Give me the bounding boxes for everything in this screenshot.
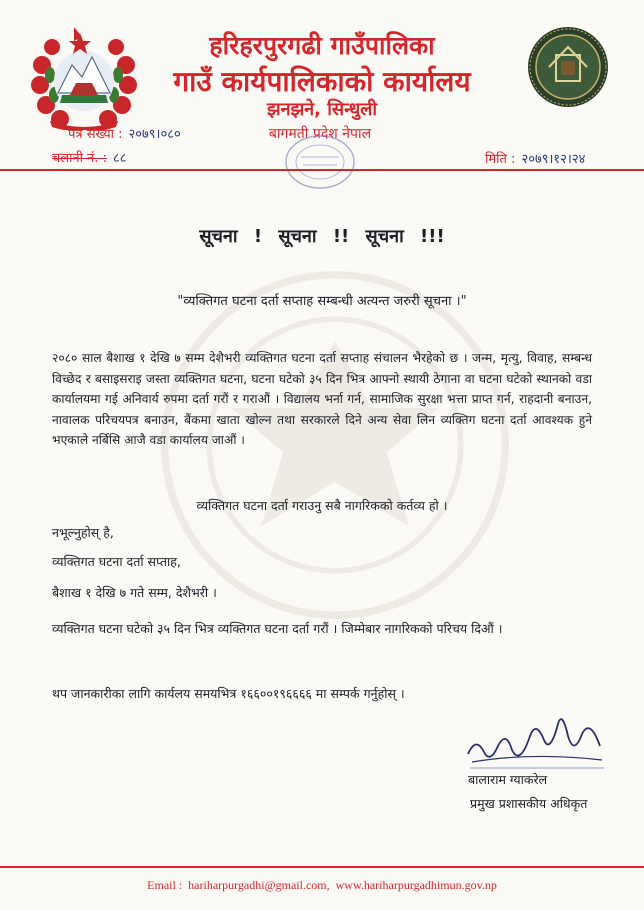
letter-date-value: २०७९।१२।२४ (521, 152, 586, 167)
notice-paragraph: २०८० साल बैशाख १ देखि ७ सम्म देशैभरी व्यक्तिगत घटना दर्ता सप्ताह संचालन भैरहेको छ । जन्म, मृत्यु, विवाह, सम्बन्ध विच्छेद र बसाइसराइ जस्ता व्यक्तिगत घटना, घटना घटेको ३५ दिन भित्र आफ्नो स्थायी ठेगाना वा घटना घटेको स्थानको वडा कार्यालयमा गई अनिवार्य रुपमा दर्ता गरौं र गराऔं । विद्यालय भर्ना गर्न, सामाजिक सुरक्षा भत्ता प्राप्त गर्न, राहदानी बनाउन, नावालक परिचयपत्र बनाउन, बैंकमा खाता खोल्न तथा सरकारले दिने अन्य सेवा लिन व्यक्तिग घटना दर्ता आवश्यक हुने भएकाले नर्बिसि आजै वडा कार्यालय जाऔं । (52, 351, 592, 447)
notice-body (52, 348, 592, 451)
email-address: hariharpurgadhi@gmail.com, (188, 878, 330, 892)
reminder-line-2: व्यक्तिगत घटना दर्ता सप्ताह, (52, 554, 181, 569)
municipality-name: हरिहरपुरगढी गाउँपालिका (209, 31, 435, 60)
reminder-line-4: व्यक्तिगत घटना घटेको ३५ दिन भित्र व्यक्तिगत घटना दर्ता गरौं । जिम्मेबार नागरिकको परिचय दिऔं । (52, 621, 503, 636)
header-divider (0, 169, 644, 171)
letter-number-value: २०७९।०८० (128, 127, 181, 142)
dispatch-number-value: ८८ (113, 151, 127, 166)
letter-date (485, 149, 585, 167)
civic-duty-line: व्यक्तिगत घटना दर्ता गराउनु सबै नागरिकको कर्तव्य हो । (196, 498, 448, 513)
footer-divider (0, 866, 644, 868)
office-stamp-icon (283, 133, 357, 191)
website-url: www.hariharpurgadhimun.gov.np (335, 878, 497, 892)
signatory-name: बालाराम ग्याकरेल (468, 772, 548, 787)
province-name: बागमती प्रदेश नेपाल (268, 126, 372, 142)
footer-contact (0, 878, 644, 893)
email-label: Email : (147, 878, 183, 892)
letter-number-label: पत्र संख्या : (68, 127, 123, 142)
office-location: झनझने, सिन्धुली (266, 99, 378, 120)
letter-number (68, 124, 181, 142)
letter-date-label: मिति : (485, 152, 516, 167)
notice-subject: "व्यक्तिगत घटना दर्ता सप्ताह सम्बन्धी अत्यन्त जरुरी सूचना ।" (177, 294, 467, 309)
contact-line: थप जानकारीका लागि कार्यलय समयभित्र १६६००१९६६६६ मा सम्पर्क गर्नुहोस् । (52, 686, 405, 701)
reminder-line-3: बैशाख १ देखि ७ गते सम्म, देशैभरी । (52, 585, 217, 600)
notice-title: सूचना ! सूचना !! सूचना !!! (199, 226, 445, 247)
office-name: गाउँ कार्यपालिकाको कार्यालय (173, 65, 471, 98)
reminder-line-1: नभूल्नुहोस् है, (52, 525, 114, 540)
handwritten-signature (462, 706, 612, 776)
dispatch-number-label: चलानी नं. : (52, 151, 108, 166)
signatory-role: प्रमुख प्रशासकीय अधिकृत (470, 796, 588, 811)
dispatch-number (52, 148, 127, 166)
